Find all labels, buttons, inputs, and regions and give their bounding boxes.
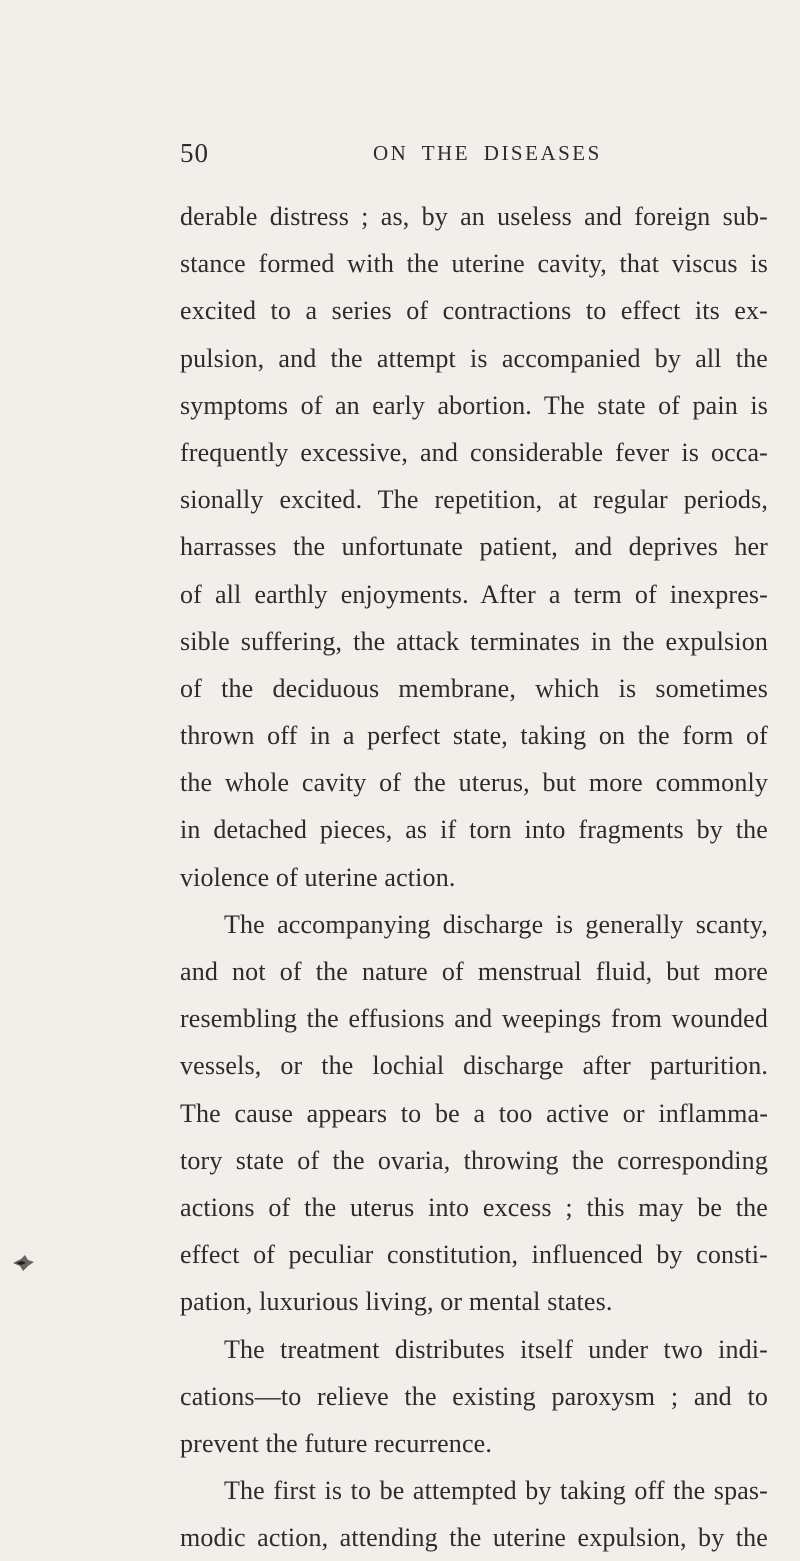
text-line: The accompanying discharge is generally scanty, [224,909,768,939]
text-line: The treatment distributes itself under two indi- [224,1334,768,1364]
text-line: The first is to be attempted by taking off the spas- [224,1476,768,1506]
text-line: actions of the uterus into excess ; this may be the [180,1192,768,1222]
text-line: The cause appears to be a too active or inflamma- [180,1098,768,1128]
text-line: pulsion, and the attempt is accompanied by all the [180,343,768,373]
text-line: symptoms of an early abortion. The state of pain is [180,390,768,420]
text-line: and not of the nature of menstrual fluid, but more [180,957,768,986]
text-line: of all earthly enjoyments. After a term of inexpres- [180,579,768,609]
ink-speck [12,1254,38,1274]
text-line: resembling the effusions and weepings from wounded [180,1004,768,1034]
text-line: pation, luxurious living, or mental states. [180,1287,613,1317]
text-line: effect of peculiar constitution, influenced by consti- [180,1240,768,1270]
text-line: excited to a series of contractions to effect its ex- [180,296,768,326]
text-line: tory state of the ovaria, throwing the corresponding [180,1145,768,1175]
running-head [180,138,770,178]
text-line: in detached pieces, as if torn into fragments by the [180,815,768,845]
body-text [180,193,768,1561]
text-line: of the deciduous membrane, which is sometimes [180,673,768,703]
text-line: cations—to relieve the existing paroxysm ; and to [180,1381,768,1411]
text-line: derable distress ; as, by an useless and foreign sub- [180,202,768,231]
page-number: 50 [180,138,209,168]
text-line: modic action, attending the uterine expulsion, by the [180,1523,768,1553]
text-line: harrasses the unfortunate patient, and deprives her [180,532,768,562]
text-line: stance formed with the uterine cavity, that viscus is [180,249,768,279]
text-line: sible suffering, the attack terminates in the expulsion [180,626,768,656]
running-title: ON THE DISEASES [373,141,602,165]
text-line: vessels, or the lochial discharge after parturition. [180,1051,768,1081]
text-line: violence of uterine action. [180,862,456,892]
text-line: frequently excessive, and considerable fever is occa- [180,437,768,467]
text-line: prevent the future recurrence. [180,1428,492,1458]
text-line: sionally excited. The repetition, at regular periods, [180,485,768,515]
text-line: the whole cavity of the uterus, but more commonly [180,768,768,798]
text-line: thrown off in a perfect state, taking on the form of [180,721,768,751]
